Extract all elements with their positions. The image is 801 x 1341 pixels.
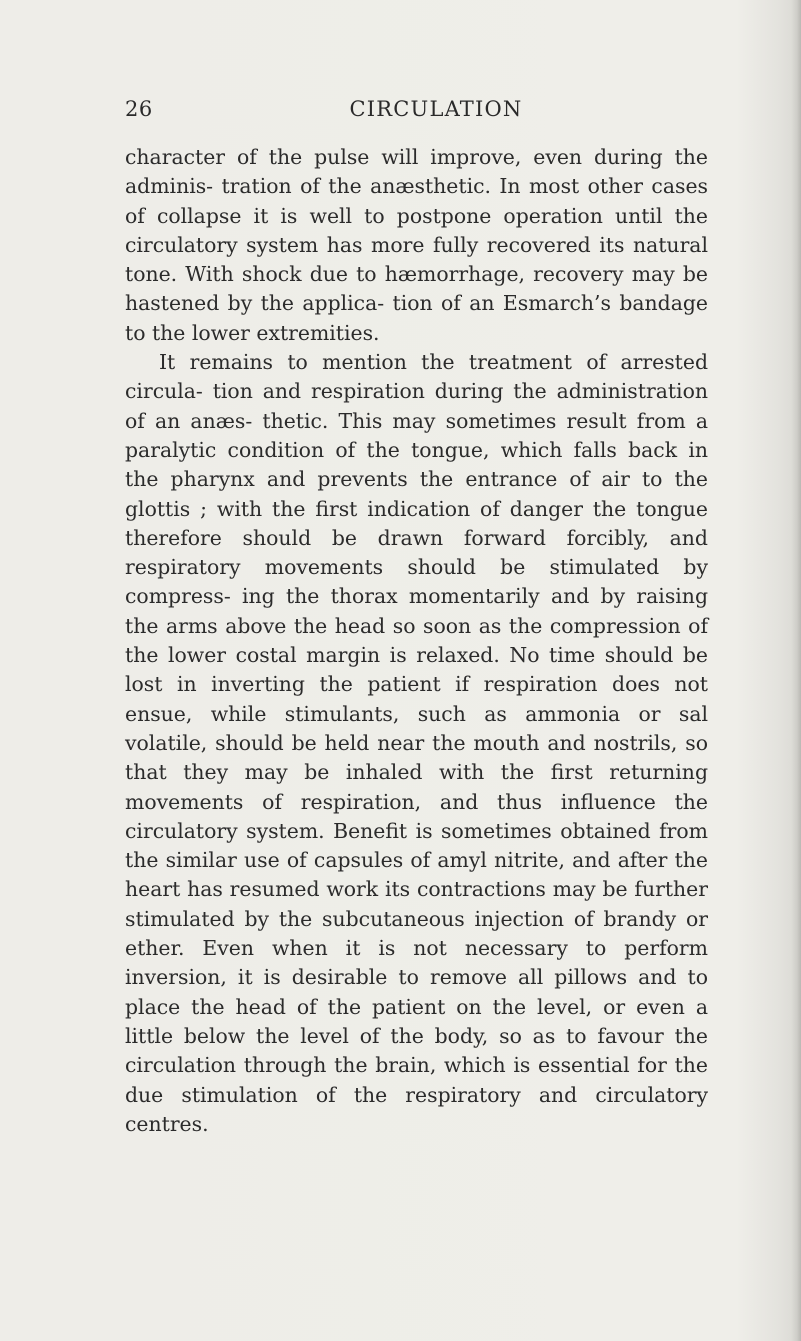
running-head: [125, 94, 707, 124]
paragraph-2: It remains to mention the treatment of arrested circula- tion and respiration during the administration of an anæs- thetic. This may sometimes result from a paralytic condition of the tongue, which falls back in the pharynx and prevents the entrance of air to the glottis ; with the first indication of danger the tongue therefore should be drawn forward forcibly, and respiratory movements should be stimulated by compress- ing the thorax momentarily and by raising the arms above the head so soon as the compression of the lower costal margin is relaxed. No time should be lost in inverting the patient if respiration does not ensue, while stimulants, such as ammonia or sal volatile, should be held near the mouth and nostrils, so that they may be inhaled with the first returning movements of respiration, and thus influence the circulatory system. Benefit is sometimes obtained from the similar use of capsules of amyl nitrite, and after the heart has resumed work its contractions may be further stimulated by the subcutaneous injection of brandy or ether. Even when it is not necessary to perform inversion, it is desirable to remove all pillows and to place the head of the patient on the level, or even a little below the level of the body, so as to favour the circulation through the brain, which is essential for the due stimulation of the respiratory and circulatory centres.: [125, 350, 708, 1136]
page-edge-shadow: [791, 0, 801, 1341]
page-title: CIRCULATION: [349, 97, 523, 121]
body-text: [125, 143, 708, 1139]
paragraph-1: character of the pulse will improve, even during the adminis- tration of the anæsthetic. In most other cases of collapse it is well to postpone operation until the circulatory system has more fully recovered its natural tone. With shock due to hæmorrhage, recovery may be hastened by the applica- tion of an Esmarch’s bandage to the lower extremities.: [125, 145, 708, 345]
page-number: 26: [125, 97, 153, 121]
